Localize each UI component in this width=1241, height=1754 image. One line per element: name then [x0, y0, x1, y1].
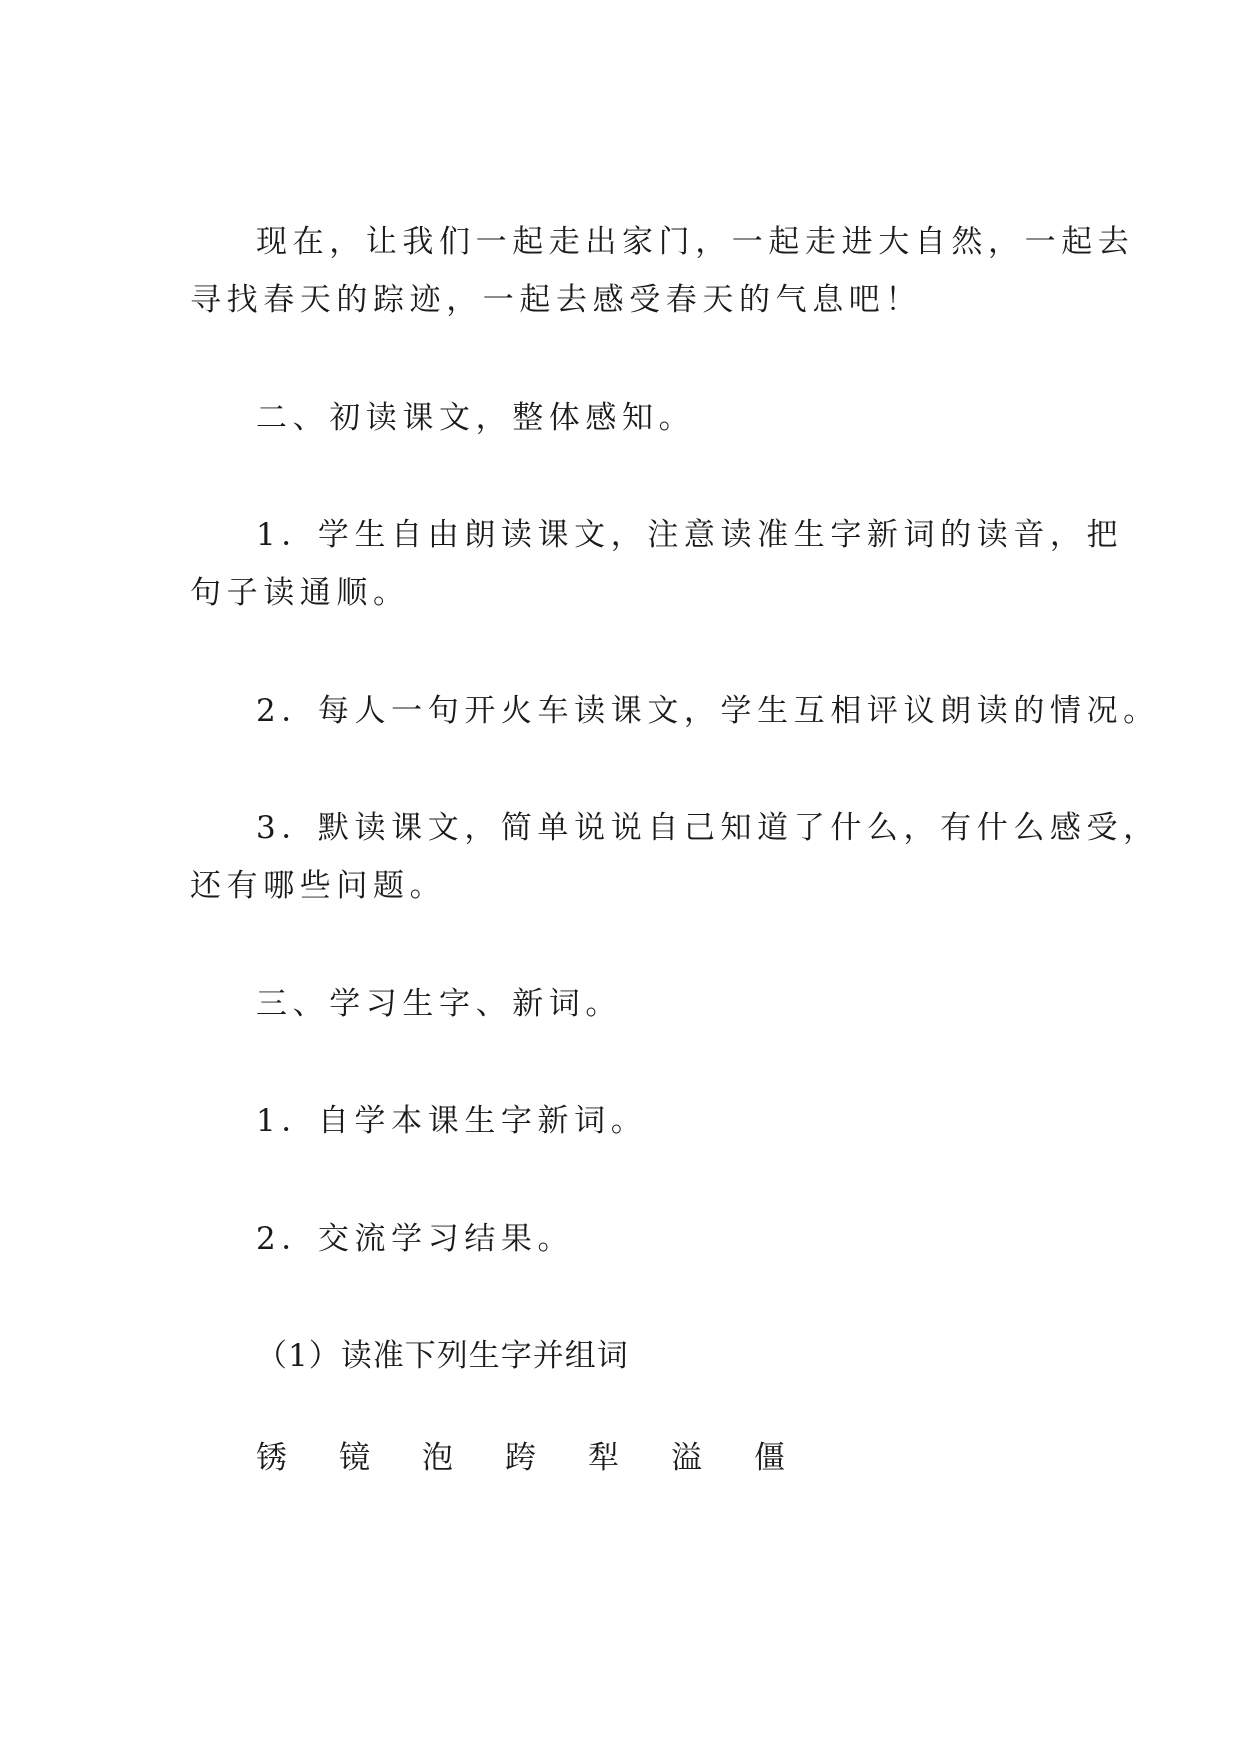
character-list [256, 1438, 837, 1478]
sub-step-1: （1）读准下列生字并组词 [256, 1338, 629, 1374]
character-item: 跨 [505, 1440, 536, 1476]
character-item: 镜 [339, 1440, 370, 1476]
paragraph-intro-line-2: 寻找春天的踪迹，一起去感受春天的气息吧！ [190, 282, 922, 318]
character-item: 泡 [422, 1440, 453, 1476]
step-1: 1．自学本课生字新词。 [256, 1103, 648, 1139]
list-item-3-line-2: 还有哪些问题。 [190, 868, 447, 904]
section-heading-2: 二、初读课文，整体感知。 [256, 400, 696, 436]
list-item-1-line-1: 1．学生自由朗读课文，注意读准生字新词的读音，把 [256, 517, 1124, 553]
list-item-3-line-1: 3．默读课文，简单说说自己知道了什么，有什么感受， [256, 810, 1160, 846]
list-item-1-line-2: 句子读通顺。 [190, 575, 410, 611]
character-item: 犁 [588, 1440, 619, 1476]
character-item: 僵 [754, 1440, 785, 1476]
character-item: 溢 [671, 1440, 702, 1476]
section-heading-3: 三、学习生字、新词。 [256, 986, 622, 1022]
paragraph-intro-line-1: 现在，让我们一起走出家门，一起走进大自然，一起去 [256, 224, 1135, 260]
character-item: 锈 [256, 1440, 287, 1476]
step-2: 2．交流学习结果。 [256, 1221, 575, 1257]
list-item-2: 2．每人一句开火车读课文，学生互相评议朗读的情况。 [256, 693, 1160, 729]
